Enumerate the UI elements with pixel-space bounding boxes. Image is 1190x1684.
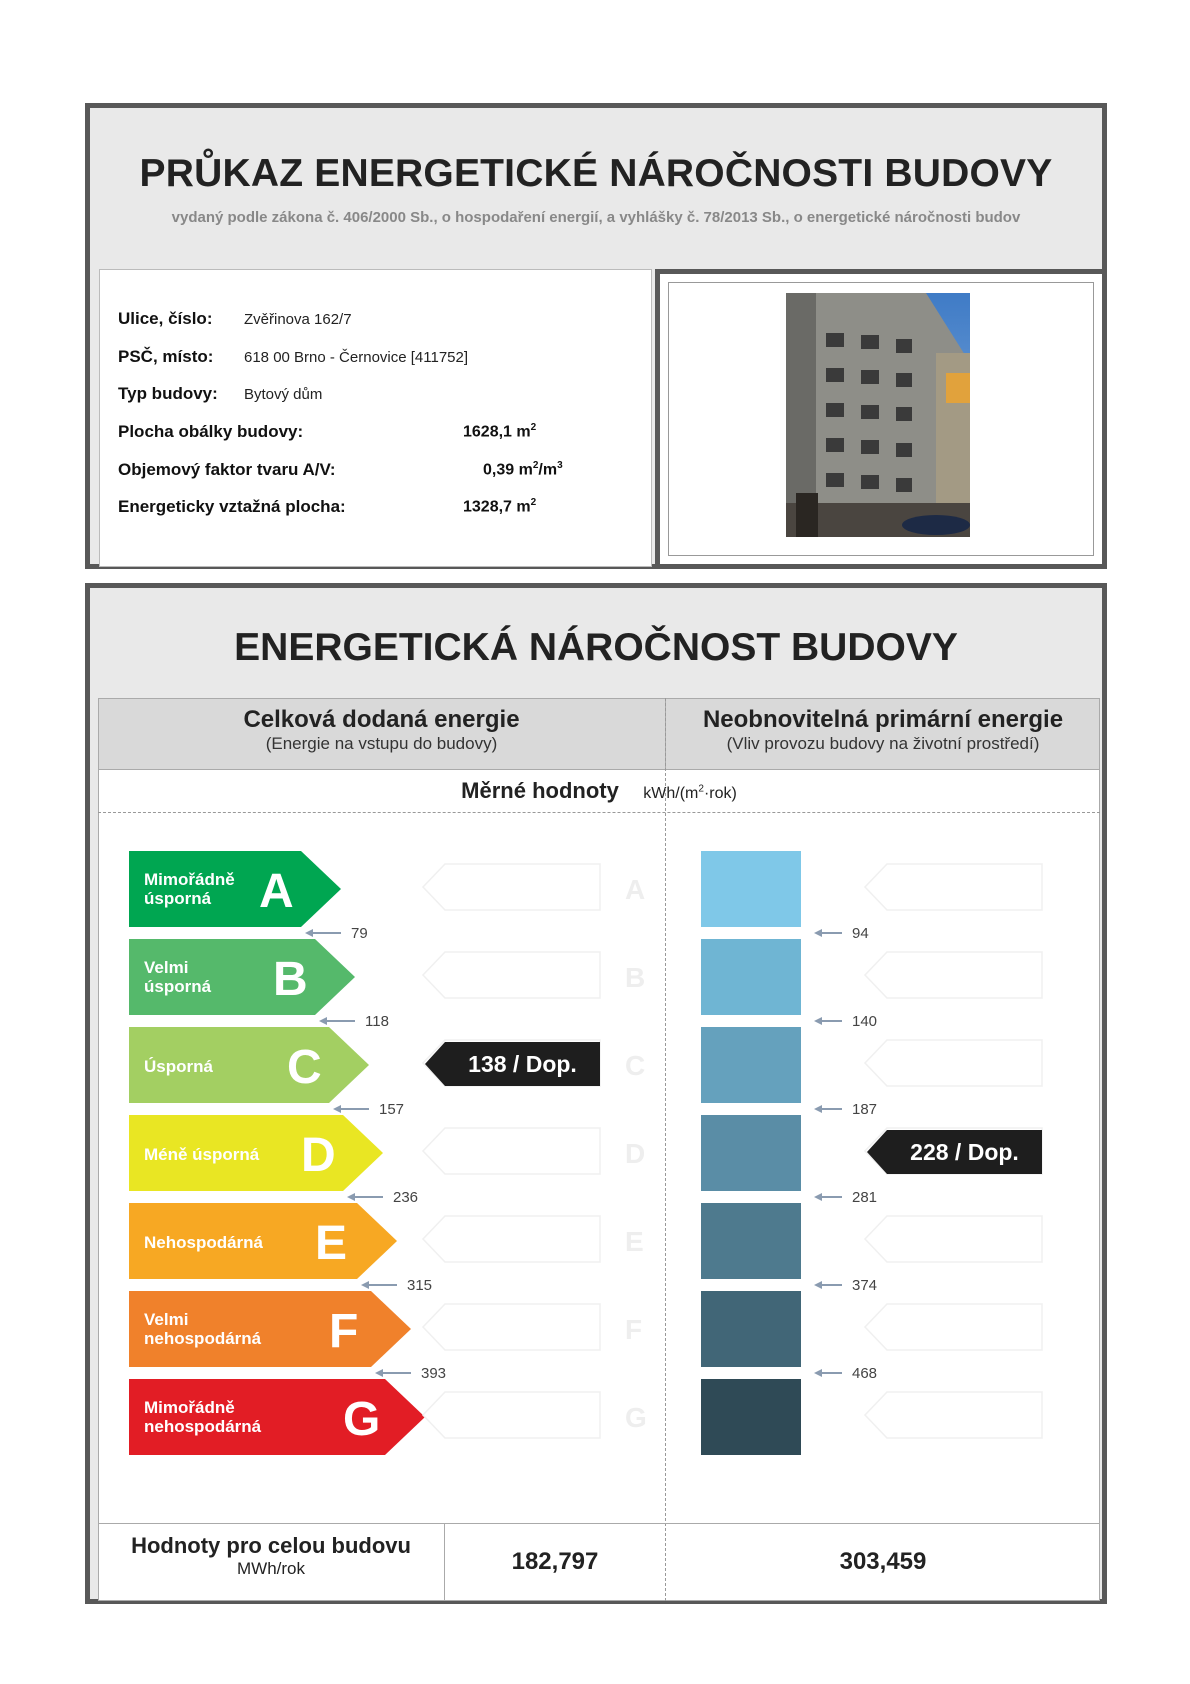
- energy-scale-chart: [90, 588, 1102, 1599]
- left-threshold-arrowhead: [361, 1281, 369, 1289]
- class-desc-e: Nehospodárná: [144, 1233, 264, 1252]
- primary-block-a: [701, 851, 801, 927]
- shape-factor-value: 0,39 $m^2/m^3$: [483, 460, 563, 479]
- class-desc-a: Mimořádně: [144, 870, 235, 889]
- class-desc-c: Úsporná: [144, 1057, 213, 1076]
- certificate-header-panel: [85, 103, 1107, 569]
- right-threshold-value: 281: [852, 1189, 878, 1206]
- ghost-letter-b: B: [625, 962, 646, 993]
- left-threshold-value: 236: [393, 1189, 419, 1206]
- ghost-slot-left-b: [423, 952, 600, 998]
- class-letter-d: D: [301, 1129, 336, 1182]
- footer-left-value: 182,797: [511, 1548, 599, 1575]
- ghost-slot-left-d: [423, 1128, 600, 1174]
- left-threshold-value: 315: [407, 1277, 433, 1294]
- footer-label: Hodnoty pro celou budovu: [131, 1533, 411, 1558]
- psc-value: 618 00 Brno - Černovice [411752]: [244, 349, 469, 366]
- class-desc2-g: nehospodárná: [144, 1417, 262, 1436]
- footer-right-value: 303,459: [839, 1548, 927, 1575]
- footer-unit: MWh/rok: [237, 1559, 305, 1578]
- left-threshold-value: 393: [421, 1365, 447, 1382]
- left-threshold-arrowhead: [305, 929, 313, 937]
- building-type-value: Bytový dům: [244, 386, 323, 403]
- left-rating-marker-label: 138 / Dop.: [468, 1051, 577, 1077]
- class-desc-b: Velmi: [144, 958, 189, 977]
- ghost-slot-right-b: [865, 952, 1042, 998]
- ghost-letter-g: G: [625, 1402, 647, 1433]
- primary-block-d: [701, 1115, 801, 1191]
- left-threshold-arrowhead: [375, 1369, 383, 1377]
- left-threshold-arrowhead: [319, 1017, 327, 1025]
- street-label: Ulice, číslo:: [118, 309, 213, 328]
- primary-block-c: [701, 1027, 801, 1103]
- psc-label: PSČ, místo:: [118, 347, 214, 366]
- ghost-slot-left-a: [423, 864, 600, 910]
- right-column-subtitle: (Vliv provozu budovy na životní prostředí): [726, 734, 1040, 753]
- left-threshold-value: 157: [379, 1101, 405, 1118]
- specific-values-label: Měrné hodnoty: [461, 778, 619, 803]
- class-letter-b: B: [273, 953, 308, 1006]
- right-threshold-arrowhead: [814, 1105, 822, 1113]
- ghost-slot-right-a: [865, 864, 1042, 910]
- photo-inner-frame: [668, 282, 1094, 556]
- ghost-slot-right-g: [865, 1392, 1042, 1438]
- right-threshold-value: 468: [852, 1365, 878, 1382]
- ghost-letter-e: E: [625, 1226, 644, 1257]
- building-type-label: Typ budovy:: [118, 384, 218, 403]
- ghost-slot-right-c: [865, 1040, 1042, 1086]
- energy-area-value: 1328,7 $m^2$: [463, 497, 537, 516]
- class-desc-f: Velmi: [144, 1310, 189, 1329]
- right-threshold-arrowhead: [814, 929, 822, 937]
- ghost-slot-left-g: [423, 1392, 600, 1438]
- class-letter-f: F: [329, 1305, 359, 1358]
- class-desc2-b: úsporná: [144, 977, 212, 996]
- class-desc2-f: nehospodárná: [144, 1329, 262, 1348]
- right-rating-marker-label: 228 / Dop.: [910, 1139, 1019, 1165]
- ghost-slot-right-e: [865, 1216, 1042, 1262]
- ghost-slot-left-f: [423, 1304, 600, 1350]
- certificate-title: PRŮKAZ ENERGETICKÉ NÁROČNOSTI BUDOVY: [139, 152, 1053, 195]
- energy-rating-panel: [85, 583, 1107, 1604]
- left-threshold-arrowhead: [347, 1193, 355, 1201]
- left-threshold-value: 79: [351, 925, 368, 942]
- envelope-area-value: 1628,1 $m^2$: [463, 422, 537, 441]
- left-threshold-arrowhead: [333, 1105, 341, 1113]
- class-letter-e: E: [315, 1217, 348, 1270]
- right-threshold-arrowhead: [814, 1193, 822, 1201]
- specific-values-unit: kWh/$(m^2\cdot rok)$: [643, 783, 737, 802]
- right-column-title: Neobnovitelná primární energie: [702, 706, 1064, 733]
- envelope-area-label: Plocha obálky budovy:: [118, 422, 304, 441]
- rating-title: ENERGETICKÁ NÁROČNOST BUDOVY: [234, 626, 958, 669]
- class-desc-g: Mimořádně: [144, 1398, 235, 1417]
- primary-block-b: [701, 939, 801, 1015]
- shape-factor-label: Objemový faktor tvaru A/V:: [118, 460, 336, 479]
- right-threshold-arrowhead: [814, 1281, 822, 1289]
- right-threshold-arrowhead: [814, 1017, 822, 1025]
- left-column-title: Celková dodaná energie: [243, 706, 520, 733]
- class-desc-d: Méně úsporná: [144, 1145, 260, 1164]
- right-threshold-value: 187: [852, 1101, 878, 1118]
- photo-frame: [655, 269, 1107, 569]
- street-value: Zvěřinova 162/7: [244, 311, 352, 328]
- class-desc2-a: úsporná: [144, 889, 212, 908]
- right-threshold-value: 94: [852, 925, 869, 942]
- building-photo: [786, 293, 970, 537]
- left-column-subtitle: (Energie na vstupu do budovy): [265, 734, 498, 753]
- ghost-letter-a: A: [625, 874, 646, 905]
- building-info-box: [99, 269, 652, 567]
- ghost-slot-right-f: [865, 1304, 1042, 1350]
- right-threshold-value: 140: [852, 1013, 878, 1030]
- class-letter-g: G: [343, 1393, 381, 1446]
- class-letter-a: A: [259, 865, 294, 918]
- right-threshold-arrowhead: [814, 1369, 822, 1377]
- right-threshold-value: 374: [852, 1277, 878, 1294]
- primary-block-e: [701, 1203, 801, 1279]
- class-letter-c: C: [287, 1041, 322, 1094]
- left-threshold-value: 118: [365, 1013, 389, 1030]
- ghost-letter-f: F: [625, 1314, 643, 1345]
- energy-area-label: Energeticky vztažná plocha:: [118, 497, 346, 516]
- certificate-subtitle: vydaný podle zákona č. 406/2000 Sb., o hospodaření energií, a vyhlášky č. 78/2013 Sb., o energetické náročnosti budov: [171, 209, 1021, 226]
- primary-block-f: [701, 1291, 801, 1367]
- ghost-letter-d: D: [625, 1138, 646, 1169]
- ghost-letter-c: C: [625, 1050, 646, 1081]
- ghost-slot-left-e: [423, 1216, 600, 1262]
- primary-block-g: [701, 1379, 801, 1455]
